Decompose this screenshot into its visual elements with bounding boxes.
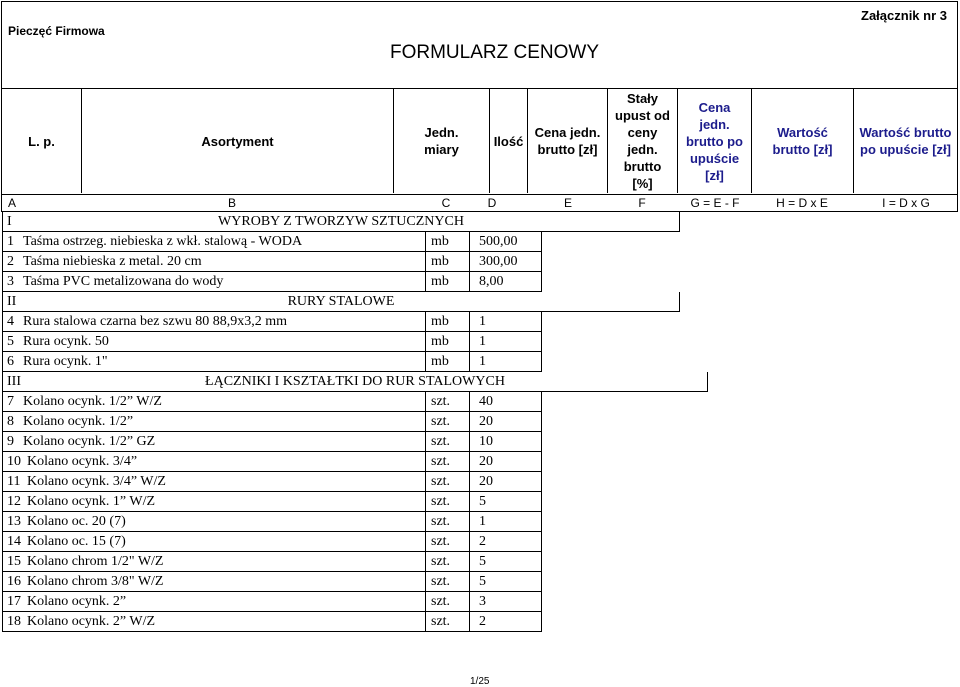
table-row bbox=[2, 492, 542, 512]
row-unit: szt. bbox=[431, 514, 451, 529]
row-lp: 5 bbox=[7, 334, 14, 349]
row-qty: 8,00 bbox=[479, 274, 504, 289]
table-row bbox=[2, 452, 542, 472]
col-letter-f: F bbox=[638, 196, 646, 210]
row-name: Rura stalowa czarna bez szwu 80 88,9x3,2 mm bbox=[23, 314, 287, 329]
col-letter-g: G = E - F bbox=[690, 196, 740, 210]
row-qty: 1 bbox=[479, 514, 486, 529]
col-header-qty: Ilość bbox=[490, 89, 528, 193]
item-list-1 bbox=[2, 232, 542, 292]
table-row bbox=[2, 532, 542, 552]
row-unit: szt. bbox=[431, 414, 451, 429]
item-list-2 bbox=[2, 312, 542, 372]
col-header-discounted-value: Wartość brutto po upuście [zł] bbox=[859, 125, 952, 157]
col-letter-c: C bbox=[441, 196, 451, 210]
col-letter-a: A bbox=[7, 196, 16, 210]
table-row bbox=[2, 472, 542, 492]
table-row bbox=[2, 412, 542, 432]
section-number: II bbox=[7, 294, 17, 309]
section-header bbox=[2, 372, 708, 392]
row-qty: 5 bbox=[479, 494, 486, 509]
table-row bbox=[2, 352, 542, 372]
col-header-gross-value: Wartość brutto [zł] bbox=[752, 89, 854, 193]
row-lp: 1 bbox=[7, 234, 14, 249]
row-unit: mb bbox=[431, 334, 449, 349]
table-row bbox=[2, 512, 542, 532]
row-lp: 3 bbox=[7, 274, 14, 289]
row-lp: 16 bbox=[7, 574, 21, 589]
row-unit: szt. bbox=[431, 594, 451, 609]
col-letter-e: E bbox=[563, 196, 572, 210]
col-letter-d: D bbox=[487, 196, 497, 210]
col-header-lp: L. p. bbox=[2, 89, 82, 193]
row-lp: 11 bbox=[7, 474, 21, 489]
row-lp: 12 bbox=[7, 494, 21, 509]
row-qty: 20 bbox=[479, 454, 493, 469]
table-row bbox=[2, 312, 542, 332]
row-name: Rura ocynk. 1" bbox=[23, 354, 108, 369]
section-title: ŁĄCZNIKI I KSZTAŁTKI DO RUR STALOWYCH bbox=[205, 374, 505, 389]
row-lp: 7 bbox=[7, 394, 14, 409]
row-lp: 2 bbox=[7, 254, 14, 269]
col-letter-i: I = D x G bbox=[882, 196, 930, 210]
row-qty: 300,00 bbox=[479, 254, 518, 269]
row-name: Taśma niebieska z metal. 20 cm bbox=[23, 254, 202, 269]
row-name: Kolano ocynk. 2” W/Z bbox=[27, 614, 156, 629]
row-qty: 1 bbox=[479, 314, 486, 329]
row-unit: szt. bbox=[431, 434, 451, 449]
row-unit: szt. bbox=[431, 454, 451, 469]
table-row bbox=[2, 552, 542, 572]
table-row bbox=[2, 232, 542, 252]
col-header-discount: Stały upust od ceny jedn. brutto [%] bbox=[608, 89, 678, 193]
row-name: Kolano oc. 15 (7) bbox=[27, 534, 126, 549]
row-name: Kolano chrom 1/2" W/Z bbox=[27, 554, 164, 569]
row-lp: 10 bbox=[7, 454, 21, 469]
table-row bbox=[2, 392, 542, 412]
row-qty: 2 bbox=[479, 614, 486, 629]
row-lp: 9 bbox=[7, 434, 14, 449]
row-name: Kolano ocynk. 1/2” GZ bbox=[23, 434, 156, 449]
section-number: III bbox=[7, 374, 21, 389]
row-lp: 15 bbox=[7, 554, 21, 569]
row-name: Kolano ocynk. 3/4” W/Z bbox=[27, 474, 166, 489]
row-unit: szt. bbox=[431, 494, 451, 509]
col-letter-h: H = D x E bbox=[776, 196, 828, 210]
row-qty: 20 bbox=[479, 474, 493, 489]
row-name: Kolano ocynk. 1/2” W/Z bbox=[23, 394, 162, 409]
page-title: FORMULARZ CENOWY bbox=[390, 42, 599, 63]
row-qty: 3 bbox=[479, 594, 486, 609]
row-lp: 13 bbox=[7, 514, 21, 529]
row-name: Kolano oc. 20 (7) bbox=[27, 514, 126, 529]
row-qty: 20 bbox=[479, 414, 493, 429]
row-unit: mb bbox=[431, 254, 449, 269]
row-name: Kolano ocynk. 1” W/Z bbox=[27, 494, 156, 509]
row-unit: szt. bbox=[431, 474, 451, 489]
section-header bbox=[2, 212, 680, 232]
section-number: I bbox=[7, 214, 12, 229]
row-name: Kolano ocynk. 1/2” bbox=[23, 414, 134, 429]
row-unit: mb bbox=[431, 314, 449, 329]
row-qty: 5 bbox=[479, 554, 486, 569]
col-header-unit: Jedn. miary bbox=[394, 89, 490, 193]
column-letter-row bbox=[1, 195, 958, 212]
col-header-unit-price: Cena jedn. brutto [zł] bbox=[528, 89, 608, 193]
table-row bbox=[2, 592, 542, 612]
row-qty: 40 bbox=[479, 394, 493, 409]
row-unit: mb bbox=[431, 274, 449, 289]
row-lp: 6 bbox=[7, 354, 14, 369]
table-row bbox=[2, 612, 542, 632]
col-letter-b: B bbox=[227, 196, 236, 210]
row-unit: mb bbox=[431, 234, 449, 249]
table-row bbox=[2, 432, 542, 452]
annex-label: Załącznik nr 3 bbox=[861, 8, 947, 23]
row-qty: 500,00 bbox=[479, 234, 518, 249]
section-header bbox=[2, 292, 680, 312]
row-qty: 1 bbox=[479, 354, 486, 369]
col-header-assortment: Asortyment bbox=[82, 89, 394, 193]
row-name: Kolano chrom 3/8" W/Z bbox=[27, 574, 164, 589]
row-unit: szt. bbox=[431, 534, 451, 549]
row-name: Taśma PVC metalizowana do wody bbox=[23, 274, 224, 289]
table-header bbox=[1, 89, 958, 195]
row-unit: szt. bbox=[431, 554, 451, 569]
table-row bbox=[2, 332, 542, 352]
row-lp: 17 bbox=[7, 594, 21, 609]
row-unit: szt. bbox=[431, 394, 451, 409]
row-name: Kolano ocynk. 3/4” bbox=[27, 454, 138, 469]
row-qty: 10 bbox=[479, 434, 493, 449]
row-name: Rura ocynk. 50 bbox=[23, 334, 109, 349]
table-row bbox=[2, 272, 542, 292]
table-row bbox=[2, 572, 542, 592]
section-title: WYROBY Z TWORZYW SZTUCZNYCH bbox=[218, 214, 464, 229]
row-qty: 2 bbox=[479, 534, 486, 549]
header-box bbox=[1, 1, 958, 89]
page-number: 1/25 bbox=[470, 676, 490, 687]
row-qty: 1 bbox=[479, 334, 486, 349]
row-name: Kolano ocynk. 2” bbox=[27, 594, 127, 609]
row-lp: 8 bbox=[7, 414, 14, 429]
row-qty: 5 bbox=[479, 574, 486, 589]
item-list-3 bbox=[2, 392, 542, 632]
company-stamp-label: Pieczęć Firmowa bbox=[8, 24, 105, 38]
row-unit: mb bbox=[431, 354, 449, 369]
row-lp: 18 bbox=[7, 614, 21, 629]
table-row bbox=[2, 252, 542, 272]
section-title: RURY STALOWE bbox=[287, 294, 395, 309]
row-unit: szt. bbox=[431, 574, 451, 589]
row-lp: 4 bbox=[7, 314, 14, 329]
row-lp: 14 bbox=[7, 534, 21, 549]
row-unit: szt. bbox=[431, 614, 451, 629]
col-header-discounted-price: Cena jedn. brutto po upuście [zł] bbox=[678, 89, 752, 193]
row-name: Taśma ostrzeg. niebieska z wkł. stalową - WODA bbox=[23, 234, 303, 249]
